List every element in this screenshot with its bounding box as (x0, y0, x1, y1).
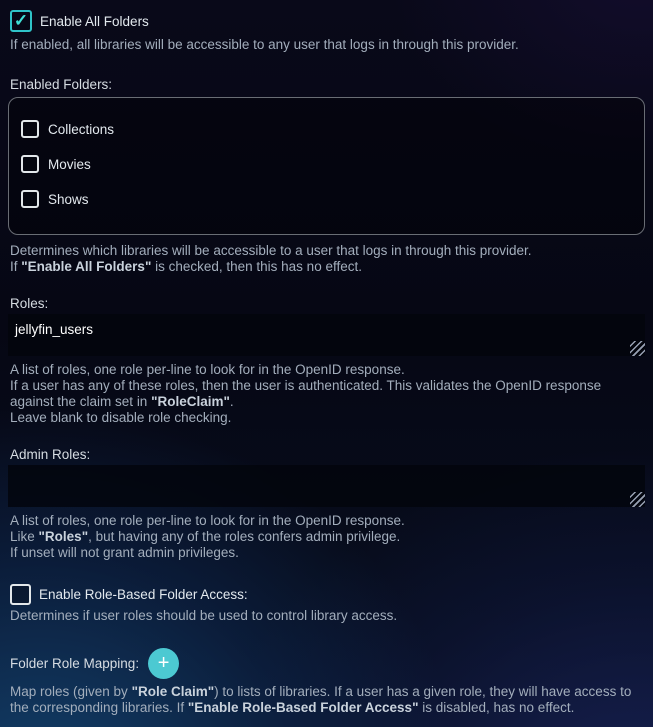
plus-icon: + (157, 651, 170, 674)
description-line: If unset will not grant admin privileges. (10, 545, 239, 560)
admin-roles-textarea[interactable] (8, 465, 645, 507)
roles-label: Roles: (10, 296, 49, 311)
checkmark-icon: ✓ (13, 10, 29, 30)
role-based-folder-access-label: Enable Role-Based Folder Access: (39, 587, 248, 602)
folder-role-mapping-label: Folder Role Mapping: (10, 656, 140, 671)
enable-all-folders-checkbox[interactable] (10, 10, 32, 32)
admin-roles-description (10, 513, 643, 561)
admin-roles-label: Admin Roles: (10, 447, 91, 462)
role-based-folder-access-description: Determines if user roles should be used to control library access. (10, 608, 398, 623)
enabled-folders-description (10, 243, 643, 275)
folder-item-shows[interactable] (21, 190, 632, 208)
movies-checkbox[interactable] (21, 155, 39, 173)
enable-all-folders-description: If enabled, all libraries will be accessible to any user that logs in through this provider. (10, 37, 519, 52)
folder-item-label: Movies (48, 156, 91, 172)
folder-item-collections[interactable] (21, 120, 632, 138)
description-line: Like "Roles", but having any of the roles confers admin privilege. (10, 529, 401, 544)
description-line: If "Enable All Folders" is checked, then this has no effect. (10, 259, 362, 274)
enabled-folders-box (8, 97, 645, 235)
role-based-folder-access-checkbox[interactable] (10, 584, 31, 605)
enable-all-folders-row[interactable] (10, 10, 643, 32)
shows-checkbox[interactable] (21, 190, 39, 208)
roles-textarea[interactable] (8, 314, 645, 356)
roles-description (10, 362, 643, 426)
enabled-folders-label: Enabled Folders: (10, 77, 113, 92)
folder-role-mapping-description (10, 684, 643, 716)
folder-role-mapping-row (10, 648, 643, 679)
description-line: A list of roles, one role per-line to look for in the OpenID response. (10, 362, 405, 377)
folder-item-label: Shows (48, 191, 89, 207)
description-line: Leave blank to disable role checking. (10, 410, 232, 425)
folder-item-movies[interactable] (21, 155, 632, 173)
description-line: A list of roles, one role per-line to look for in the OpenID response. (10, 513, 405, 528)
description-line: If a user has any of these roles, then the user is authenticated. This validates the OpenID response against the claim set in "RoleClaim". (10, 378, 602, 409)
description-line: Determines which libraries will be accessible to a user that logs in through this provider. (10, 243, 532, 258)
role-based-folder-access-row[interactable] (10, 584, 643, 605)
add-mapping-button[interactable] (148, 648, 179, 679)
collections-checkbox[interactable] (21, 120, 39, 138)
folder-item-label: Collections (48, 121, 115, 137)
enable-all-folders-label: Enable All Folders (40, 13, 149, 29)
description-line: Map roles (given by "Role Claim") to lists of libraries. If a user has a given role, they will have access to the corresponding libraries. If "Enable Role-Based Folder Access" is disabled, has no effect. (10, 684, 632, 715)
